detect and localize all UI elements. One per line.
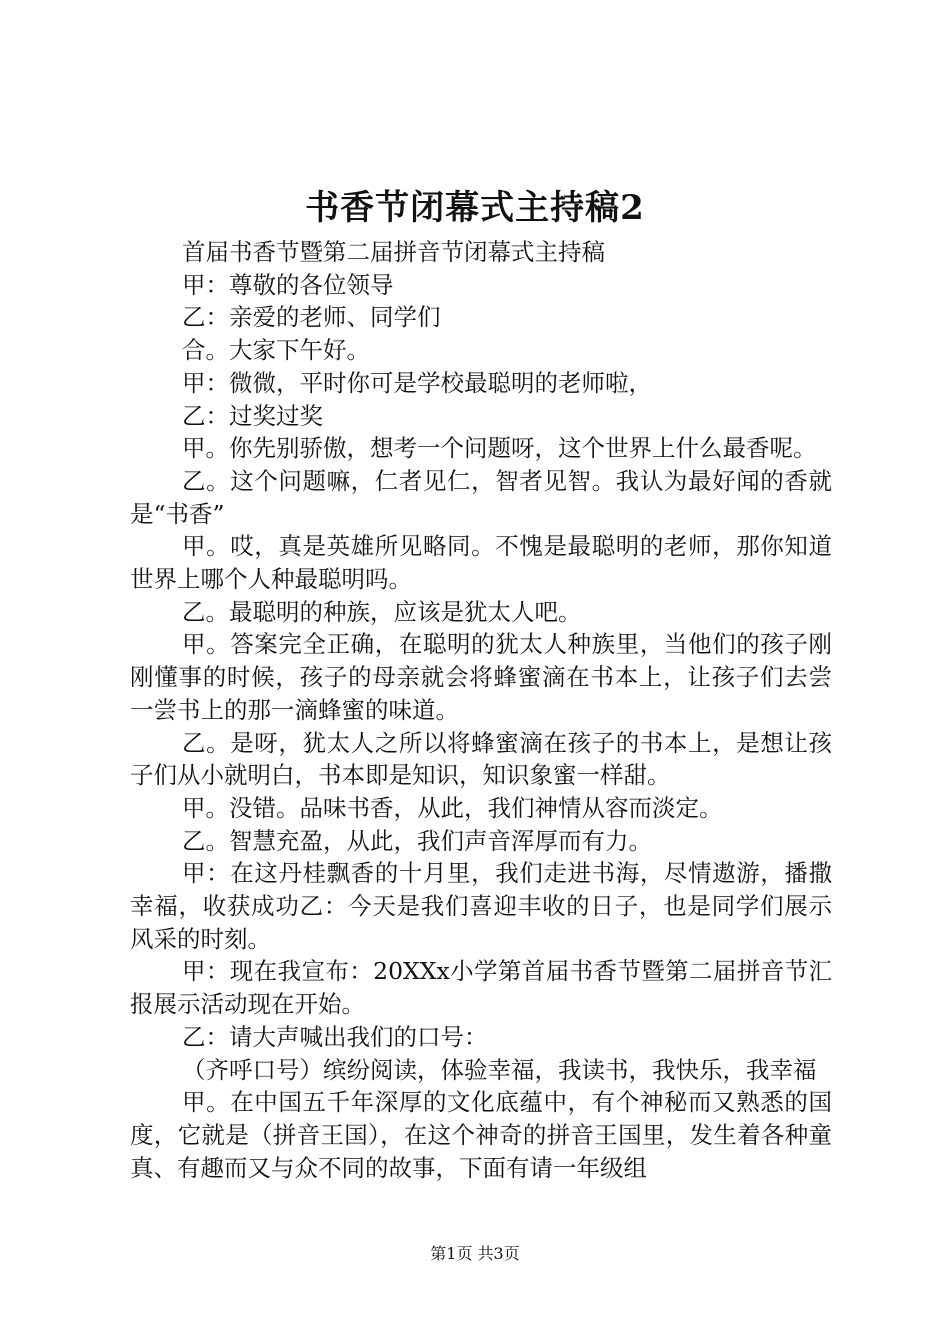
paragraph: 甲：现在我宣布：20XXx小学第首届书香节暨第二届拼音节汇报展示活动现在开始。 [130,957,832,1019]
paragraph: 甲。哎，真是英雄所见略同。不愧是最聪明的老师，那你知道世界上哪个人种最聪明吗。 [130,532,832,594]
paragraph: 乙：亲爱的老师、同学们 [182,303,441,332]
page-footer: 第1页 共3页 [430,1244,520,1263]
document-body [130,236,832,1184]
document-title: 书香节闭幕式主持稿2 [305,188,645,228]
paragraph: 甲：在这丹桂飘香的十月里，我们走进书海，尽情遨游，播撒幸福，收获成功乙：今天是我们喜迎丰收的日子，也是同学们展示风采的时刻。 [130,859,832,953]
paragraph: 甲。你先别骄傲，想考一个问题呀，这个世界上什么最香呢。 [182,434,817,463]
paragraph: （齐呼口号）缤纷阅读，体验幸福，我读书，我快乐，我幸福 [182,1055,817,1084]
paragraph: 乙：请大声喊出我们的口号： [182,1022,488,1051]
paragraph: 甲。答案完全正确，在聪明的犹太人种族里，当他们的孩子刚刚懂事的时候，孩子的母亲就会将蜂蜜滴在书本上，让孩子们去尝一尝书上的那一滴蜂蜜的味道。 [130,630,832,724]
paragraph: 乙。是呀，犹太人之所以将蜂蜜滴在孩子的书本上，是想让孩子们从小就明白，书本即是知识，知识象蜜一样甜。 [130,728,832,790]
paragraph: 乙。智慧充盈，从此，我们声音浑厚而有力。 [182,826,652,855]
paragraph: 乙：过奖过奖 [182,401,323,430]
paragraph: 甲：尊敬的各位领导 [182,270,394,299]
paragraph: 合。大家下午好。 [182,336,370,365]
paragraph: 乙。这个问题嘛，仁者见仁，智者见智。我认为最好闻的香就是“书香” [130,466,832,528]
paragraph: 甲。没错。品味书香，从此，我们神情从容而淡定。 [182,793,723,822]
paragraph: 乙。最聪明的种族，应该是犹太人吧。 [182,597,582,626]
paragraph: 甲：微微，平时你可是学校最聪明的老师啦， [182,368,652,397]
paragraph: 甲。在中国五千年深厚的文化底蕴中，有个神秘而又熟悉的国度，它就是（拼音王国），在这个神奇的拼音王国里，发生着各种童真、有趣而又与众不同的故事，下面有请一年级组 [130,1088,832,1182]
paragraph: 首届书香节暨第二届拼音节闭幕式主持稿 [182,238,605,266]
